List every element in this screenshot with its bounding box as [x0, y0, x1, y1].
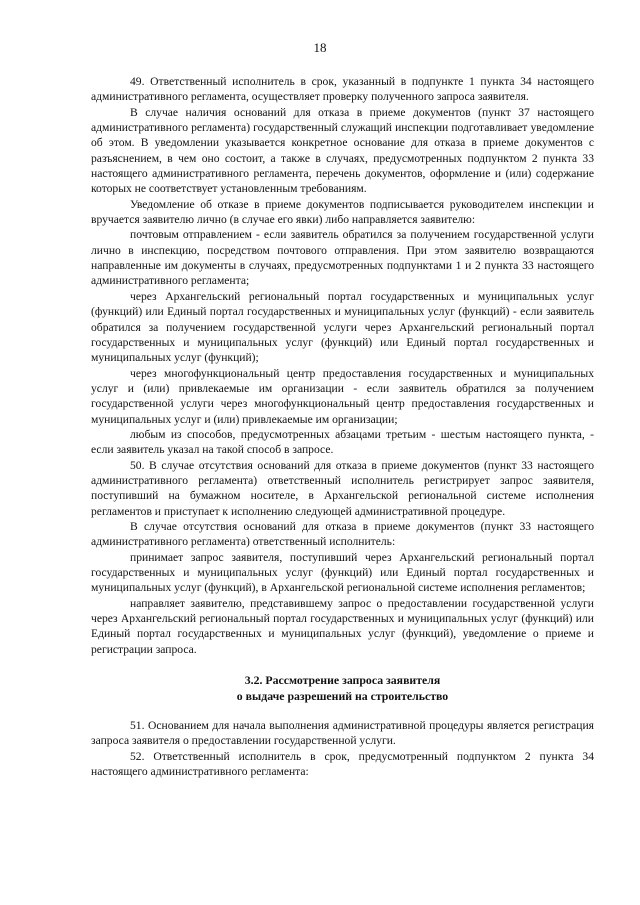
section-heading [91, 673, 594, 704]
paragraph: 52. Ответственный исполнитель в срок, предусмотренный подпунктом 2 пункта 34 настоящего административного регламента: [91, 749, 594, 779]
paragraph: принимает запрос заявителя, поступивший через Архангельский региональный портал государственных и муниципальных услуг (функций) или Единый портал государственных и муниципальных услуг (функций), в Архангельской региональной системе исполнения регламентов; [91, 550, 594, 595]
paragraph: направляет заявителю, представившему запрос о предоставлении государственной услуги через Архангельский региональный портал государственных и муниципальных услуг (функций) или Единый портал государственных и муниципальных услуг (функций), уведомление о приеме и регистрации запроса. [91, 596, 594, 656]
paragraph: почтовым отправлением - если заявитель обратился за получением государственной услуги лично в инспекцию, посредством почтового отправления. При этом заявителю возвращаются направленные им документы в случаях, предусмотренных подпунктами 1 и 2 пункта 33 настоящего административного регламента; [91, 228, 594, 288]
section-heading-line-2: о выдаче разрешений на строительство [236, 688, 449, 703]
paragraph: 50. В случае отсутствия оснований для отказа в приеме документов (пункт 33 настоящего административного регламента) ответственный исполнитель регистрирует запрос заявителя, поступивший на бумажном носителе, в Архангельской региональной системе исполнения регламентов и приступает к исполнению следующей административной процедуре. [91, 458, 594, 518]
paragraph: любым из способов, предусмотренных абзацами третьим - шестым настоящего пункта, - если заявитель указал на такой способ в запросе. [91, 427, 594, 457]
document-body [91, 74, 594, 779]
paragraph: 51. Основанием для начала выполнения административной процедуры является регистрация запроса заявителя о предоставлении государственной услуги. [91, 719, 594, 748]
paragraph: через многофункциональный центр предоставления государственных и муниципальных услуг и (или) привлекаемые им организации - если заявитель обратился за получением государственной услуги через многофункциональный центр предоставления государственных и муниципальных услуг и (или) привлекаемые им организации; [91, 366, 594, 426]
paragraph: 49. Ответственный исполнитель в срок, указанный в подпункте 1 пункта 34 настоящего административного регламента, осуществляет проверку полученного запроса заявителя. [91, 75, 594, 104]
section-heading-line-1: 3.2. Рассмотрение запроса заявителя [244, 673, 441, 688]
paragraph: через Архангельский региональный портал государственных и муниципальных услуг (функций) или Единый портал государственных и муниципальных услуг (функций) - если заявитель обратился за получением государственной услуги через Архангельский региональный портал государственных и муниципальных услуг (функций) или Единый портал государственных и муниципальных услуг (функций); [91, 289, 594, 365]
paragraph: В случае отсутствия оснований для отказа в приеме документов (пункт 33 настоящего административного регламента) ответственный исполнитель: [91, 519, 594, 549]
paragraph: Уведомление об отказе в приеме документов подписывается руководителем инспекции и вручается заявителю лично (в случае его явки) либо направляется заявителю: [91, 197, 594, 227]
paragraph: В случае наличия оснований для отказа в приеме документов (пункт 37 настоящего административного регламента) государственный служащий инспекции подготавливает уведомление об этом. В уведомлении указывается конкретное основание для отказа в приеме документов с разъяснением, в чем оно состоит, а также в случаях, предусмотренных подпунктом 2 пункта 33 настоящего административного регламента, перечень документов, оформление и (или) содержание которых не соответствует установленным требованиям. [91, 105, 594, 196]
page-number: 18 [313, 40, 327, 55]
